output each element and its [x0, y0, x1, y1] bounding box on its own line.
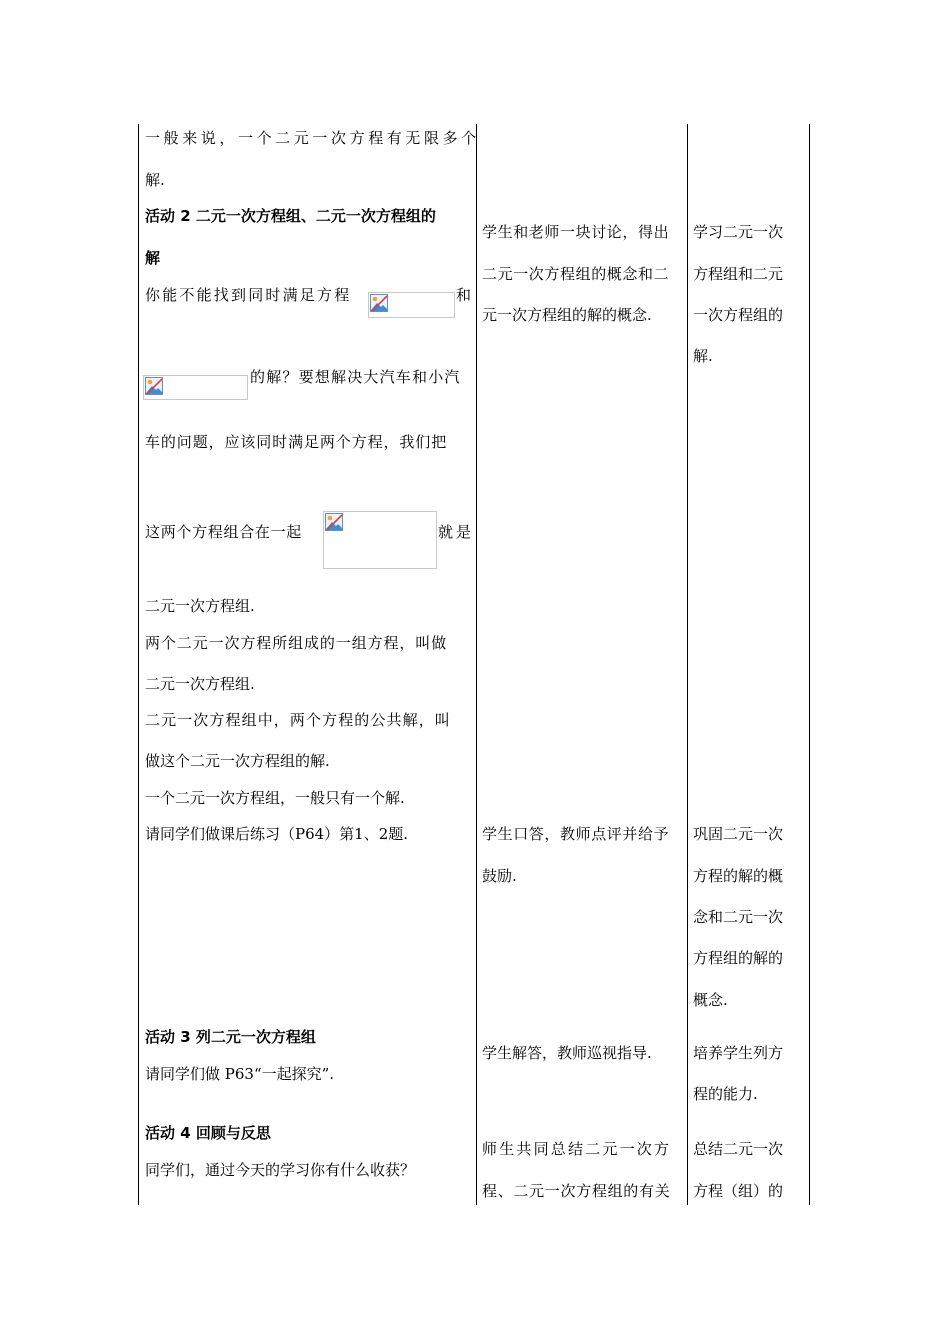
col2-text-d1: 师生共同总结二元一次方 — [482, 1140, 672, 1158]
col2-text-a2: 二元一次方程组的概念和二 — [482, 265, 670, 283]
equation-image-2 — [143, 375, 248, 400]
col1-para-10: 一个二元一次方程组，一般只有一个解. — [145, 789, 405, 807]
col1-line-1: 一般来说，一个二元一次方程有无限多个 — [145, 129, 480, 147]
col3-text-d1: 总结二元一次 — [693, 1140, 784, 1158]
col2-text-b2: 鼓励. — [482, 867, 517, 885]
table-border-col2 — [476, 124, 477, 1205]
activity-4-title: 活动 4 回顾与反思 — [145, 1124, 271, 1142]
col1-para-3: 车的问题，应该同时满足两个方程，我们把 — [145, 433, 448, 451]
broken-image-icon — [370, 294, 388, 312]
col3-text-c1: 培养学生列方 — [693, 1044, 784, 1062]
col3-text-b5: 概念. — [693, 991, 728, 1009]
col1-para-8: 二元一次方程组中，两个方程的公共解，叫 — [145, 711, 451, 729]
col1-para-5: 二元一次方程组. — [145, 597, 255, 615]
col1-para-1b: 和 — [456, 286, 472, 304]
col3-text-b2: 方程的解的概 — [693, 867, 784, 885]
table-border-right — [809, 124, 810, 1205]
col2-text-d2: 程、二元一次方程组的有关 — [482, 1182, 671, 1200]
col2-text-a1: 学生和老师一块讨论，得出 — [482, 223, 670, 241]
activity-3-title: 活动 3 列二元一次方程组 — [145, 1028, 316, 1046]
col1-line-2: 解. — [145, 171, 165, 189]
col2-text-b1: 学生口答，教师点评并给予 — [482, 825, 670, 843]
col2-text-c1: 学生解答，教师巡视指导. — [482, 1044, 652, 1062]
col1-para-6: 两个二元一次方程所组成的一组方程，叫做 — [145, 634, 448, 652]
col1-para-13: 同学们，通过今天的学习你有什么收获？ — [145, 1161, 416, 1179]
col1-para-11: 请同学们做课后练习（P64）第1、2题. — [145, 825, 409, 843]
col3-text-b1: 巩固二元一次 — [693, 825, 784, 843]
col1-para-4a: 这两个方程组合在一起 — [145, 523, 303, 541]
col1-para-1a: 你能不能找到同时满足方程 — [145, 286, 352, 304]
equation-system-image — [323, 511, 437, 569]
table-border-col3 — [687, 124, 688, 1205]
col3-text-a2: 方程组和二元 — [693, 265, 784, 283]
col1-para-4b: 就是 — [438, 523, 475, 541]
col1-para-2: 的解？要想解决大汽车和小汽 — [250, 368, 461, 386]
col3-text-a1: 学习二元一次 — [693, 223, 784, 241]
activity-2-title: 活动 2 二元一次方程组、二元一次方程组的 — [145, 207, 436, 225]
table-border-left — [138, 124, 139, 1205]
col2-text-a3: 元一次方程组的解的概念. — [482, 306, 652, 324]
col3-text-b3: 念和二元一次 — [693, 908, 784, 926]
equation-image-1 — [368, 292, 455, 318]
broken-image-icon — [145, 377, 163, 395]
col3-text-c2: 程的能力. — [693, 1085, 758, 1103]
col3-text-d2: 方程（组）的 — [693, 1182, 784, 1200]
col1-para-9: 做这个二元一次方程组的解. — [145, 752, 330, 770]
col1-para-7: 二元一次方程组. — [145, 675, 255, 693]
col3-text-b4: 方程组的解的 — [693, 949, 784, 967]
col1-para-12: 请同学们做 P63“一起探究”. — [145, 1065, 335, 1083]
col3-text-a3: 一次方程组的 — [693, 306, 784, 324]
broken-image-icon — [325, 513, 343, 531]
activity-2-title-cont: 解 — [145, 249, 161, 267]
col3-text-a4: 解. — [693, 347, 713, 365]
